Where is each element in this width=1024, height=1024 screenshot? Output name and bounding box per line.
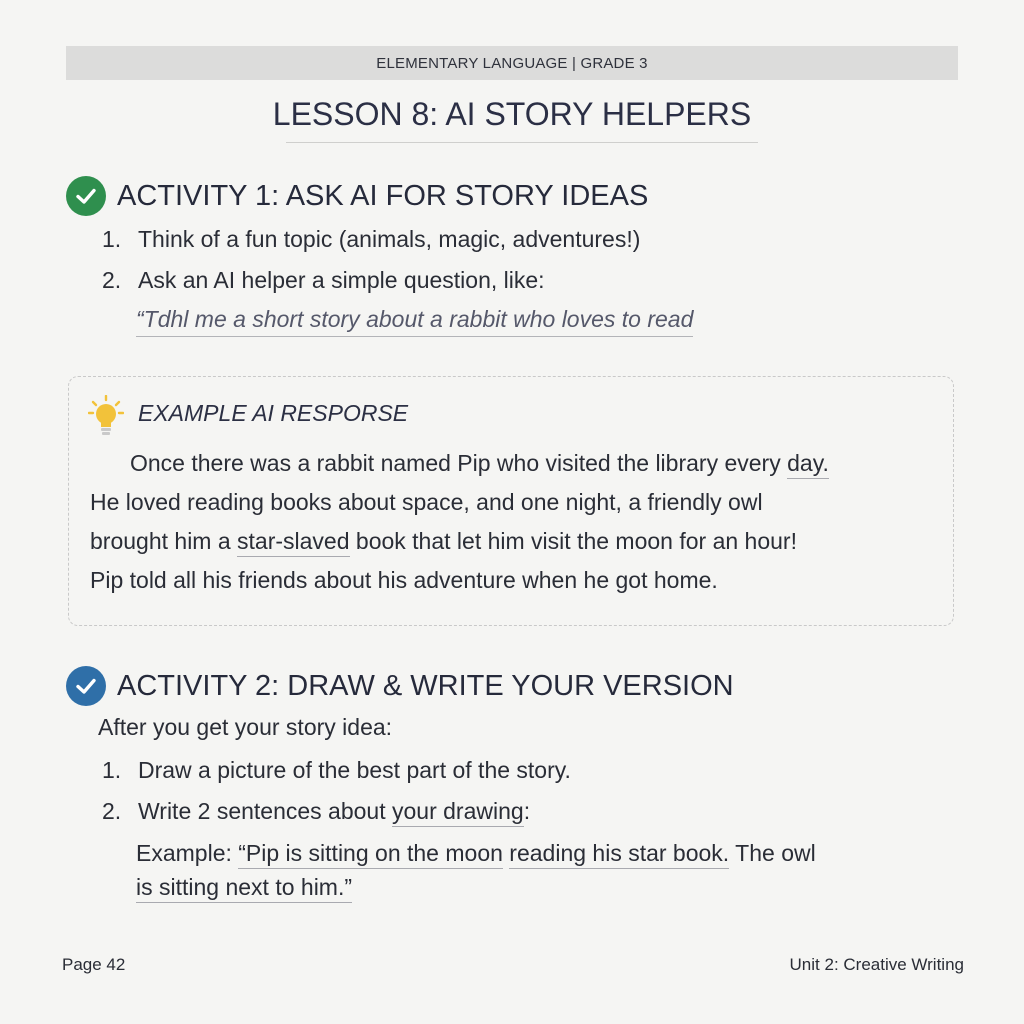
activity-2-intro: After you get your story idea: — [98, 714, 393, 740]
lightbulb-icon — [88, 395, 124, 442]
example-prompt: “Tdhl me a short story about a rabbit who loves to read — [136, 306, 693, 337]
story-line-4: Pip told all his friends about his adventure when he got home. — [90, 567, 718, 593]
activity-2-step-2: 2. Write 2 sentences about your drawing: — [102, 798, 530, 825]
activity-1-step-1: 1. Think of a fun topic (animals, magic, adventures!) — [102, 226, 641, 252]
activity-2-example-line-2: is sitting next to him.” — [136, 874, 352, 901]
activity-2-title: ACTIVITY 2: DRAW & WRITE YOUR VERSION — [117, 669, 734, 702]
activity-1-heading — [66, 176, 648, 216]
grade-header-text: ELEMENTARY LANGUAGE | GRADE 3 — [376, 54, 648, 72]
lesson-title: LESSON 8: AI STORY HELPERS — [272, 96, 752, 132]
activity-2-step-1: 1. Draw a picture of the best part of the story. — [102, 757, 571, 783]
activity-2-heading — [66, 666, 734, 706]
title-divider — [286, 142, 758, 143]
story-line-2: He loved reading books about space, and one night, a friendly owl — [90, 489, 763, 515]
activity-1-title: ACTIVITY 1: ASK AI FOR STORY IDEAS — [117, 179, 649, 212]
activity-2-example-line-1: Example: “Pip is sitting on the moon reading his star book. The owl — [136, 840, 816, 867]
story-line-3: brought him a star-slaved book that let him visit the moon for an hour! — [90, 528, 797, 555]
unit-label: Unit 2: Creative Writing — [789, 955, 964, 974]
page-number: Page 42 — [62, 955, 126, 974]
activity-1-step-2: 2. Ask an AI helper a simple question, like: — [102, 267, 545, 293]
check-circle-blue-icon — [66, 666, 106, 706]
check-circle-green-icon — [66, 176, 106, 216]
example-response-label: EXAMPLE AI RESPORSE — [138, 400, 409, 426]
story-line-1: Once there was a rabbit named Pip who visited the library every day. — [130, 450, 829, 477]
grade-header-band — [66, 46, 958, 80]
